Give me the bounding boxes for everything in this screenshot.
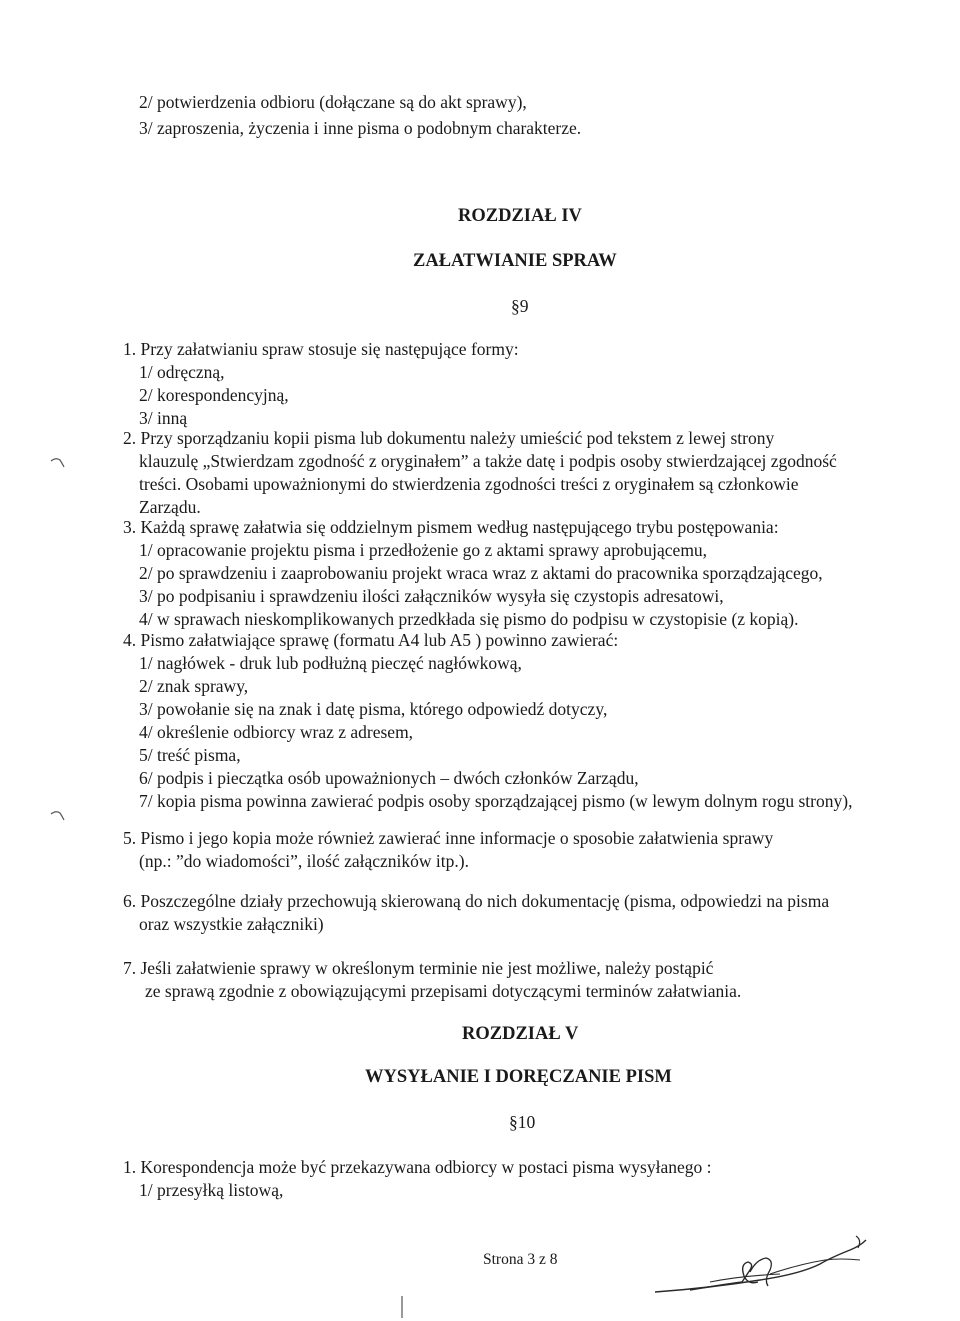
paragraph-line: 2. Przy sporządzaniu kopii pisma lub dokumentu należy umieścić pod tekstem z lewej strony <box>123 428 775 448</box>
paragraph-line: 5. Pismo i jego kopia może również zawierać inne informacje o sposobie załatwienia sprawy <box>123 828 774 848</box>
paragraph-line: 7. Jeśli załatwienie sprawy w określonym terminie nie jest możliwe, należy postąpić <box>123 958 714 978</box>
paragraph-line: klauzulę „Stwierdzam zgodność z oryginałem” a także datę i podpis osoby stwierdzającej zgodność <box>139 451 837 471</box>
list-item: 7/ kopia pisma powinna zawierać podpis osoby sporządzającej pismo (w lewym dolnym rogu strony), <box>139 791 853 811</box>
list-item: 4/ określenie odbiorcy wraz z adresem, <box>139 722 414 742</box>
list-item: 1/ odręczną, <box>139 362 225 382</box>
list-item: 4/ w sprawach nieskomplikowanych przedkłada się pismo do podpisu w czystopisie (z kopią). <box>139 609 799 629</box>
section-heading: §9 <box>511 296 529 316</box>
paragraph-line: Zarządu. <box>139 497 201 517</box>
paragraph-line: 6. Poszczególne działy przechowują skierowaną do nich dokumentację (pisma, odpowiedzi na pisma <box>123 891 830 911</box>
list-item: 1/ nagłówek - druk lub podłużną pieczęć nagłówkową, <box>139 653 522 673</box>
list-item: 3/ po podpisaniu i sprawdzeniu ilości załączników wysyła się czystopis adresatowi, <box>139 586 724 606</box>
chapter-title: ROZDZIAŁ IV <box>458 206 582 226</box>
paragraph-line: ze sprawą zgodnie z obowiązującymi przepisami dotyczącymi terminów załatwiania. <box>145 981 742 1001</box>
list-item: 2/ znak sprawy, <box>139 676 249 696</box>
chapter-subtitle: ZAŁATWIANIE SPRAW <box>413 251 617 271</box>
list-item: 6/ podpis i pieczątka osób upoważnionych – dwóch członków Zarządu, <box>139 768 639 788</box>
margin-mark <box>50 455 66 469</box>
paragraph: 1. Przy załatwianiu spraw stosuje się następujące formy: <box>123 339 519 359</box>
list-item: 2/ korespondencyjną, <box>139 385 289 405</box>
chapter-title: ROZDZIAŁ V <box>462 1024 579 1044</box>
paragraph: 3. Każdą sprawę załatwia się oddzielnym pismem według następującego trybu postępowania: <box>123 517 779 537</box>
list-item: 2/ potwierdzenia odbioru (dołączane są do akt sprawy), <box>139 92 527 112</box>
paragraph-line: (np.: ”do wiadomości”, ilość załączników itp.). <box>139 851 469 871</box>
list-item: 3/ powołanie się na znak i datę pisma, którego odpowiedź dotyczy, <box>139 699 608 719</box>
list-item: 5/ treść pisma, <box>139 745 241 765</box>
paragraph: 4. Pismo załatwiające sprawę (formatu A4 lub A5 ) powinno zawierać: <box>123 630 619 650</box>
paragraph: 1. Korespondencja może być przekazywana odbiorcy w postaci pisma wysyłanego : <box>123 1157 712 1177</box>
list-item: 1/ opracowanie projektu pisma i przedłożenie go z aktami sprawy aprobującemu, <box>139 540 708 560</box>
chapter-subtitle: WYSYŁANIE I DORĘCZANIE PISM <box>365 1067 672 1087</box>
list-item: 3/ zaproszenia, życzenia i inne pisma o podobnym charakterze. <box>139 118 582 138</box>
list-item: 2/ po sprawdzeniu i zaaprobowaniu projekt wraca wraz z aktami do pracownika sporządzającego, <box>139 563 823 583</box>
list-item: 3/ inną <box>139 408 188 428</box>
signature-image <box>650 1230 870 1295</box>
scan-line-mark <box>400 1296 404 1318</box>
margin-mark <box>50 808 66 822</box>
list-item: 1/ przesyłką listową, <box>139 1180 284 1200</box>
paragraph-line: oraz wszystkie załączniki) <box>139 914 324 934</box>
section-heading: §10 <box>509 1112 536 1132</box>
page-number: Strona 3 z 8 <box>483 1251 558 1268</box>
paragraph-line: treści. Osobami upoważnionymi do stwierdzenia zgodności treści z oryginałem są członkowie <box>139 474 799 494</box>
